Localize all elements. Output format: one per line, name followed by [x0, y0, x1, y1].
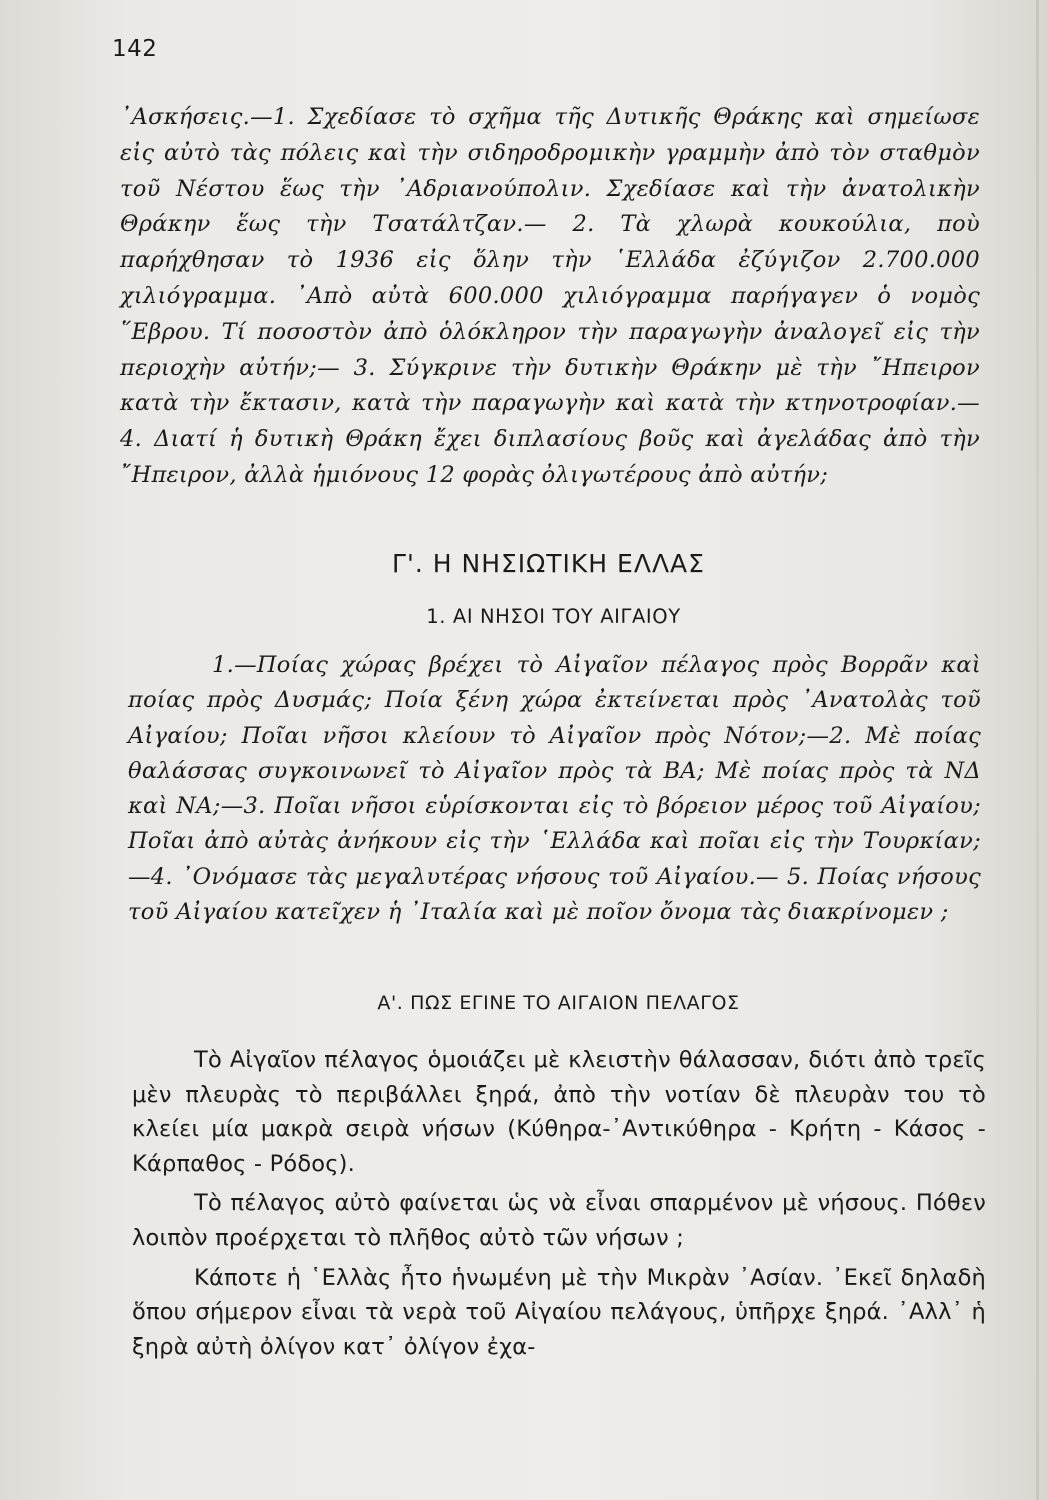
body-paragraph: Κάποτε ἡ ῾Ελλὰς ἦτο ἡνωμένη μὲ τὴν Μικρὰν ᾿Ασίαν. ᾿Εκεῖ δηλαδὴ ὅπου σήμερον εἶναι τὰ νερὰ τοῦ Αἰγαίου πελάγους, ὑπῆρχε ξηρά. ᾿Αλλ᾿ ἡ ξηρὰ αὐτὴ ὀλίγον κατ᾿ ὀλίγον ἐχα- [132, 1264, 986, 1360]
subsection-body [132, 1043, 986, 1369]
exercises-text: —1. Σχεδίασε τὸ σχῆμα τῆς Δυτικῆς Θράκης καὶ σημείωσε εἰς αὐτὸ τὰς πόλεις καὶ τὴν σιδηροδρομικὴν γραμμὴν ἀπὸ τὸν σταθμὸν τοῦ Νέστου ἕως τὴν ᾿Αδριανούπολιν. Σχεδίασε καὶ τὴν ἀνατολικὴν Θράκην ἕως τὴν Τσατάλτζαν.— 2. Τὰ χλωρὰ κουκούλια, ποὺ παρήχθησαν τὸ 1936 εἰς ὅλην τὴν ῾Ελλάδα ἐζύγιζον 2.700.000 χιλιόγραμμα. ᾿Απὸ αὐτὰ 600.000 χιλιόγραμμα παρήγαγεν ὁ νομὸς ῞Εβρου. Τί ποσοστὸν ἀπὸ ὁλόκληρον τὴν παραγωγὴν ἀναλογεῖ εἰς τὴν περιοχὴν αὐτήν;— 3. Σύγκρινε τὴν δυτικὴν Θράκην μὲ τὴν ῎Ηπειρον κατὰ τὴν ἔκτασιν, κατὰ τὴν παραγωγὴν καὶ κατὰ τὴν κτηνοτροφίαν.— 4. Διατί ἡ δυτικὴ Θράκη ἔχει διπλασίους βοῦς καὶ ἀγελάδας ἀπὸ τὴν ῎Ηπειρον, ἀλλὰ ἡμιόνους 12 φορὰς ὀλιγωτέρους ἀπὸ αὐτήν; [120, 104, 980, 488]
section-title: 1. ΑΙ ΝΗΣΟΙ ΤΟΥ ΑΙΓΑΙΟΥ [426, 605, 681, 628]
chapter-title: Γ'. Η ΝΗΣΙΩΤΙΚΗ ΕΛΛΑΣ [392, 549, 705, 578]
page-crease [1036, 0, 1039, 1500]
body-paragraph: Τὸ πέλαγος αὐτὸ φαίνεται ὡς νὰ εἶναι σπαρμένον μὲ νήσους. Πόθεν λοιπὸν προέρχεται τὸ πλῆθος αὐτὸ τῶν νήσων ; [132, 1190, 986, 1251]
exercises-paragraph [120, 100, 980, 494]
page-number: 142 [112, 36, 158, 62]
section-questions: 1.—Ποίας χώρας βρέχει τὸ Αἰγαῖον πέλαγος πρὸς Βορρᾶν καὶ ποίας πρὸς Δυσμάς; Ποία ξένη χώρα ἐκτείνεται πρὸς ᾿Ανατολὰς τοῦ Αἰγαίου; Ποῖαι νῆσοι κλείουν τὸ Αἰγαῖον πρὸς Νότον;—2. Μὲ ποίας θαλάσσας συγκοινωνεῖ τὸ Αἰγαῖον πρὸς τὰ ΒΑ; Μὲ ποίας πρὸς τὰ ΝΔ καὶ ΝΑ;—3. Ποῖαι νῆσοι εὑρίσκονται εἰς τὸ βόρειον μέρος τοῦ Αἰγαίου; Ποῖαι ἀπὸ αὐτὰς ἀνήκουν εἰς τὴν ῾Ελλάδα καὶ ποῖαι εἰς τὴν Τουρκίαν;—4. ᾿Ονόμασε τὰς μεγαλυτέρας νήσους τοῦ Αἰγαίου.— 5. Ποίας νήσους τοῦ Αἰγαίου κατεῖχεν ἡ ᾿Ιταλία καὶ μὲ ποῖον ὄνομα τὰς διακρίνομεν ; [128, 652, 981, 926]
body-paragraph: Τὸ Αἰγαῖον πέλαγος ὁμοιάζει μὲ κλειστὴν θάλασσαν, διότι ἀπὸ τρεῖς μὲν πλευρὰς τὸ περιβάλλει ξηρά, ἀπὸ τὴν νοτίαν δὲ πλευρὰν του τὸ κλείει μία μακρὰ σειρὰ νήσων (Κύθηρα-᾿Αντικύθηρα - Κρήτη - Κάσος - Κάρπαθος - Ρόδος). [132, 1047, 986, 1177]
exercises-label: ᾿Ασκήσεις. [120, 104, 251, 130]
subsection-title: Α'. ΠΩΣ ΕΓΙΝΕ ΤΟ ΑΙΓΑΙΟΝ ΠΕΛΑΓΟΣ [377, 992, 740, 1014]
